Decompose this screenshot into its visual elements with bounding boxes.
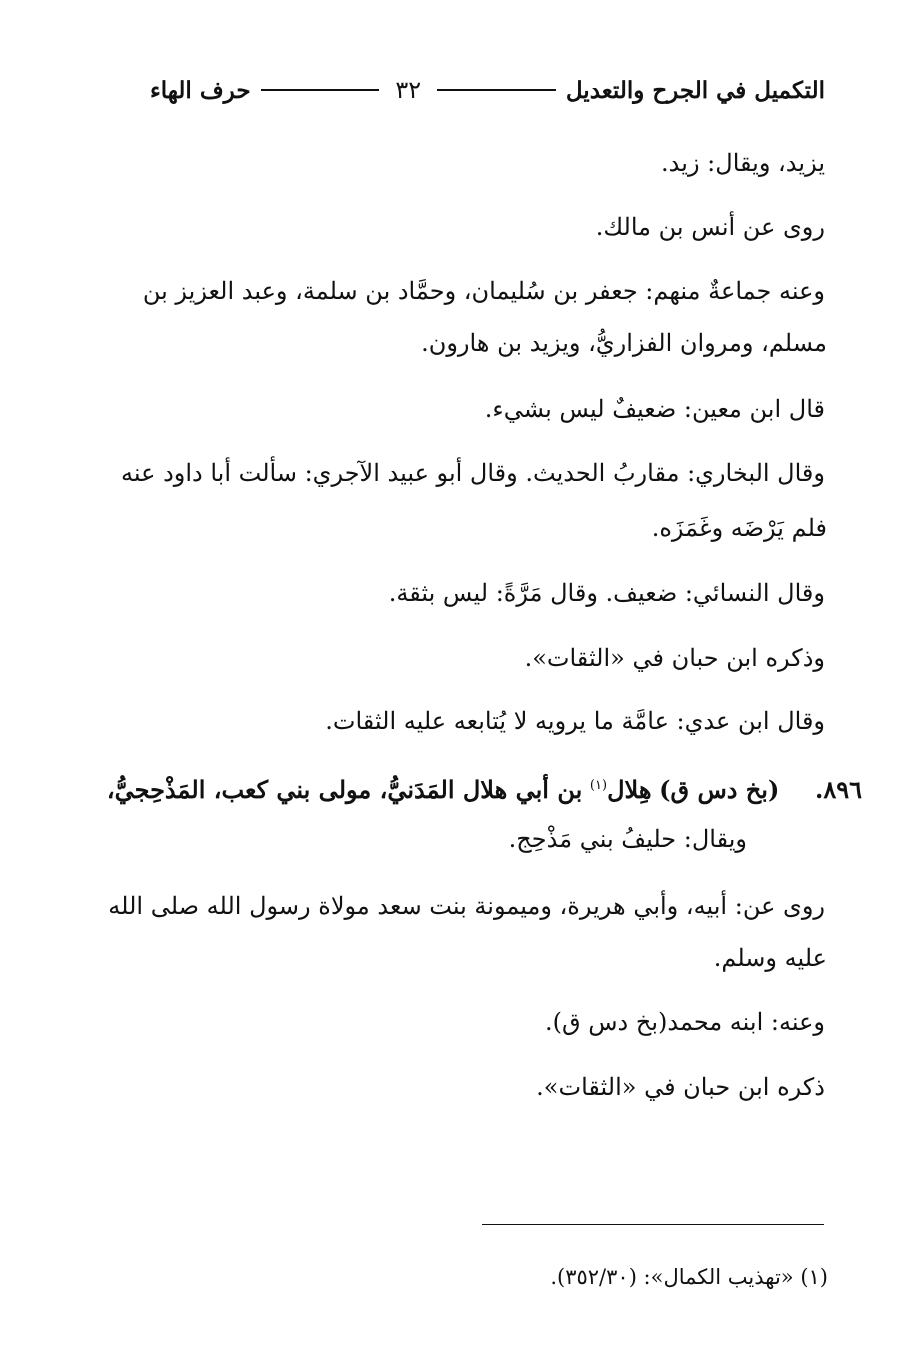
entry-line: ويقال: حليفُ بني مَذْحِج. xyxy=(508,825,747,853)
body-line: وقال البخاري: مقاربُ الحديث. وقال أبو عبيد الآجري: سألت أبا داود عنه xyxy=(121,459,825,487)
section-title: حرف الهاء xyxy=(149,76,251,104)
entry-line: روى عن: أبيه، وأبي هريرة، وميمونة بنت سعد مولاة رسول الله صلى الله xyxy=(108,892,825,920)
entry-codes: (بخ دس ق) xyxy=(659,775,780,804)
entry-line: ذكره ابن حبان في «الثقات». xyxy=(536,1073,825,1101)
header-rule xyxy=(437,89,556,91)
body-line: وقال ابن عدي: عامَّة ما يرويه لا يُتابعه عليه الثقات. xyxy=(325,707,825,735)
entry-number: ٨٩٦. xyxy=(814,775,862,804)
footnote: (١) «تهذيب الكمال»: (٣٥٢/٣٠). xyxy=(550,1265,828,1289)
entry-name-rest: بن أبي هلال المَدَنيُّ، مولى بني كعب، المَذْحِجيُّ، xyxy=(106,775,583,804)
body-line: قال ابن معين: ضعيفٌ ليس بشيء. xyxy=(484,395,825,423)
body-line: مسلم، ومروان الفزاريُّ، ويزيد بن هارون. xyxy=(421,329,827,357)
entry-heading xyxy=(107,769,862,807)
entry-line: عليه وسلم. xyxy=(713,944,827,972)
footnote-marker: (١) xyxy=(589,778,608,793)
entry-name: هِلال xyxy=(607,775,652,804)
page-number: ٣٢ xyxy=(395,76,422,104)
running-header xyxy=(150,70,825,110)
body-line: وقال النسائي: ضعيف. وقال مَرَّةً: ليس بثقة. xyxy=(388,579,825,607)
body-line: وعنه جماعةٌ منهم: جعفر بن سُليمان، وحمَّاد بن سلمة، وعبد العزيز بن xyxy=(142,277,825,305)
book-title: التكميل في الجرح والتعديل xyxy=(565,76,825,104)
footnote-rule xyxy=(482,1224,824,1225)
body-line: روى عن أنس بن مالك. xyxy=(595,213,825,241)
body-line: فلم يَرْضَه وغَمَزَه. xyxy=(651,514,827,542)
body-line: وذكره ابن حبان في «الثقات». xyxy=(524,644,825,672)
body-line: يزيد، ويقال: زيد. xyxy=(661,149,825,177)
header-rule xyxy=(261,89,380,91)
entry-line: وعنه: ابنه محمد(بخ دس ق). xyxy=(544,1008,825,1036)
